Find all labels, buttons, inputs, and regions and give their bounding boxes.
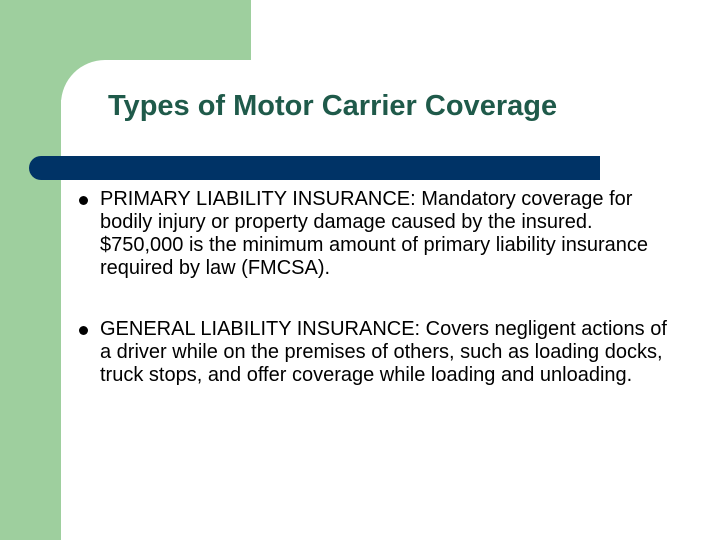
bullet-dot-icon xyxy=(79,326,88,335)
bullet-dot-icon xyxy=(79,196,88,205)
bullet-item-primary-liability xyxy=(70,188,670,280)
slide-title: Types of Motor Carrier Coverage xyxy=(108,90,558,122)
bullet-item-general-liability xyxy=(70,318,670,387)
bullet-list xyxy=(70,188,670,387)
title-divider-bar xyxy=(29,156,600,180)
bullet-text: GENERAL LIABILITY INSURANCE: Covers negligent actions of a driver while on the premises of others, such as loading docks, truck stops, and offer coverage while loading and unloading. xyxy=(100,318,667,386)
bullet-text: PRIMARY LIABILITY INSURANCE: Mandatory coverage for bodily injury or property damage caused by the insured. $750,000 is the minimum amount of primary liability insurance required by law (FMCSA). xyxy=(100,188,649,279)
